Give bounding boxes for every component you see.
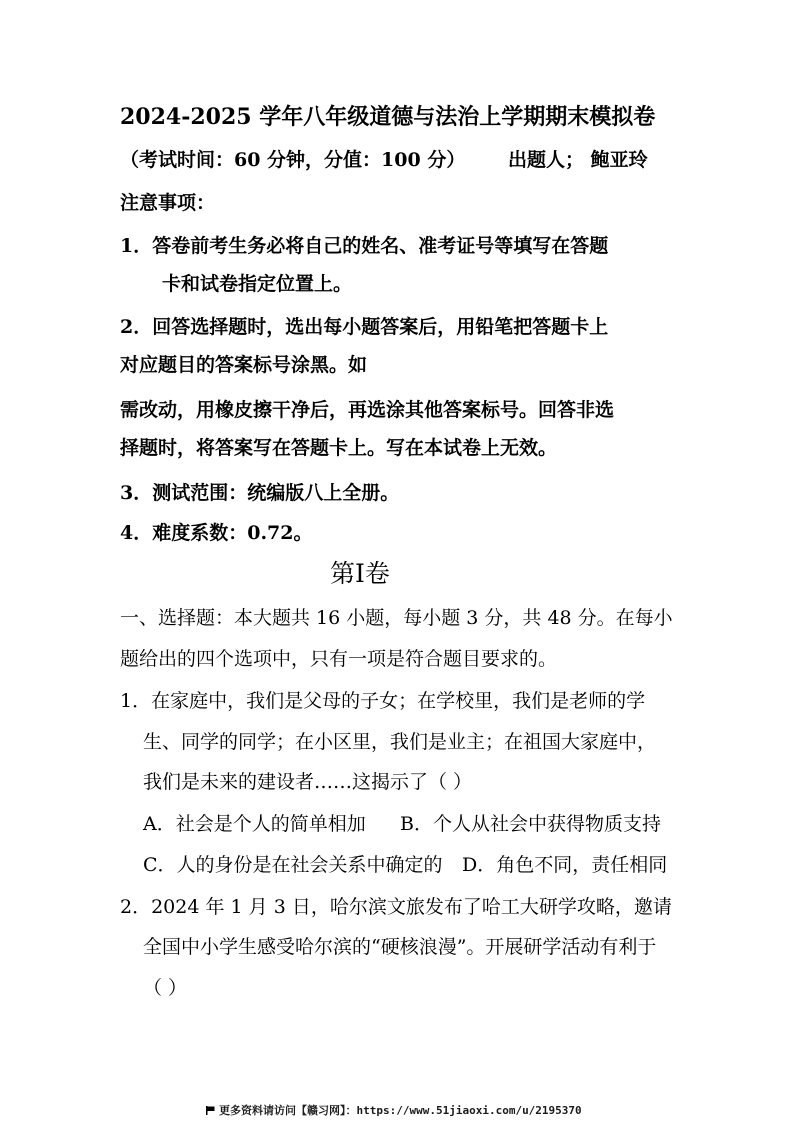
question-1-line-3: 我们是未来的建设者……这揭示了（ ）	[143, 771, 473, 793]
question-1-option-a: A．社会是个人的简单相加	[143, 813, 366, 835]
exam-info	[120, 146, 465, 174]
question-2-line-1: 2．2024 年 1 月 3 日，哈尔滨文旅发布了哈工大研学攻略，邀请	[120, 896, 672, 918]
question-1-line-1: 1．在家庭中，我们是父母的子女；在学校里，我们是老师的学	[120, 690, 646, 712]
note-item-2: 2．回答选择题时，选出每小题答案后，用铅笔把答题卡上	[120, 316, 609, 338]
question-1-option-c: C．人的身份是在社会关系中确定的	[143, 854, 443, 876]
notes-heading: 注意事项：	[120, 192, 216, 214]
note-item-4: 4．难度系数：0.72。	[120, 522, 313, 544]
exam-author: 出题人； 鲍亚玲	[508, 149, 648, 171]
note-item-1-cont: 卡和试卷指定位置上。	[162, 273, 353, 295]
note-item-3: 3．测试范围：统编版八上全册。	[120, 482, 400, 504]
section-intro-line-1: 一、选择题：本大题共 16 小题，每小题 3 分，共 48 分。在每小	[120, 607, 673, 629]
question-2-line-3: （ ）	[143, 977, 188, 999]
footer-link[interactable]	[206, 1102, 582, 1118]
note-item-2-cont1: 对应题目的答案标号涂黑。如	[120, 354, 368, 376]
footer-text: 更多资料请访问【赣习网】：https://www.51jiaoxi.com/u/2195370	[219, 1104, 582, 1117]
question-2-line-2: 全国中小学生感受哈尔滨的“硬核浪漫”。开展研学活动有利于	[143, 936, 657, 958]
question-1-option-b: B．个人从社会中获得物质支持	[400, 813, 661, 835]
exam-title: 2024-2025 学年八年级道德与法治上学期期末模拟卷	[120, 104, 656, 130]
flag-icon	[206, 1106, 215, 1115]
question-1-option-d: D．角色不同，责任相同	[462, 854, 668, 876]
note-item-1: 1．答卷前考生务必将自己的姓名、准考证号等填写在答题	[120, 235, 609, 257]
question-1-line-2: 生、同学的同学；在小区里，我们是业主；在祖国大家庭中，	[143, 731, 657, 753]
section-title: 第Ⅰ卷	[330, 559, 390, 588]
section-intro-line-2: 题给出的四个选项中，只有一项是符合题目要求的。	[120, 648, 558, 670]
exam-time-score: （考试时间：60 分钟，分值：100 分）	[120, 149, 466, 171]
note-item-2-cont3: 择题时，将答案写在答题卡上。写在本试卷上无效。	[120, 437, 558, 459]
note-item-2-cont2: 需改动，用橡皮擦干净后，再选涂其他答案标号。回答非选	[120, 399, 615, 421]
